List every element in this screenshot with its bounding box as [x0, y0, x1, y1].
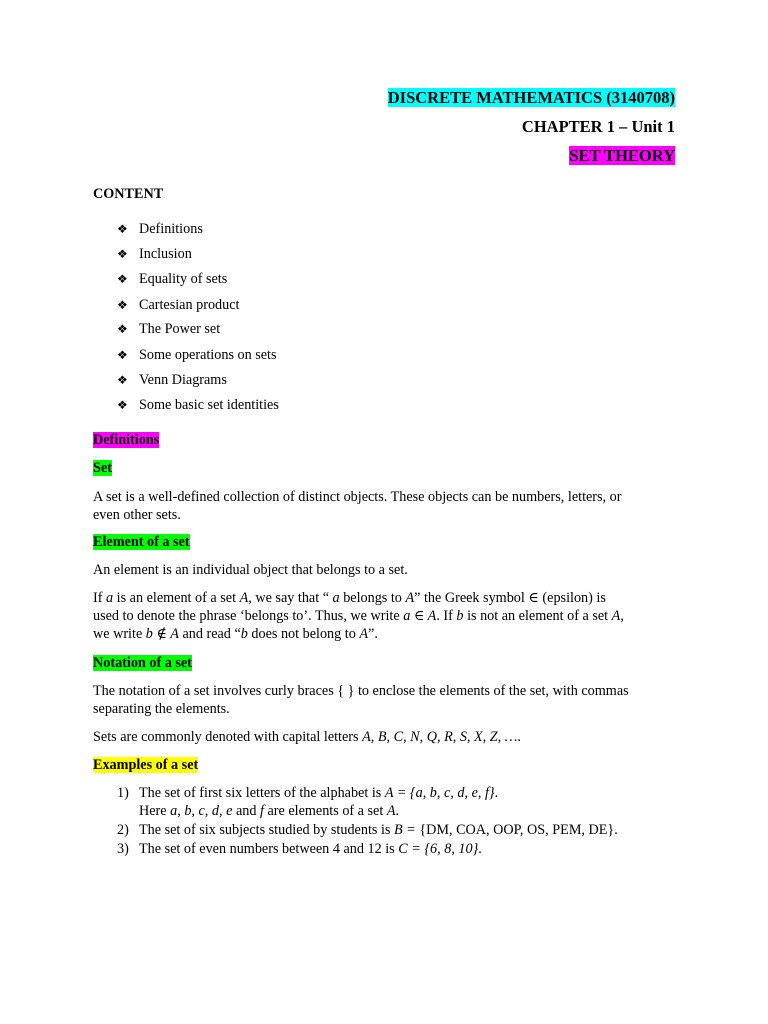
content-heading: CONTENT [93, 186, 164, 202]
example-item-1: 1) The set of first six letters of the alphabet is A = {a, b, c, d, e, f}. [117, 785, 499, 801]
element-paragraph-2: If a is an element of a set A, we say that “ a belongs to A” the Greek symbol ∈ (epsilon) is used to denote the phrase ‘belongs to’. Thus, we write a ∈ A. If b is not an element of a set A, we write b ∉ A and read “b does not belong to A”. [93, 590, 624, 642]
example-item-2: 2) The set of six subjects studied by students is B = {DM, COA, OOP, OS, PEM, DE}. [117, 822, 618, 838]
bullet-diamond-icon: ❖ [117, 348, 128, 362]
content-list-item: ❖ Cartesian product [117, 297, 240, 313]
notation-heading: Notation of a set [93, 655, 192, 671]
content-list-item: ❖ Definitions [117, 221, 203, 237]
set-heading: Set [93, 460, 112, 476]
bullet-diamond-icon: ❖ [117, 222, 128, 236]
example-item-1-note: Here a, b, c, d, e and f are elements of a set A. [139, 803, 400, 819]
notation-paragraph-2: Sets are commonly denoted with capital letters A, B, C, N, Q, R, S, X, Z, …. [93, 729, 521, 745]
bullet-diamond-icon: ❖ [117, 322, 128, 336]
notation-paragraph-1: The notation of a set involves curly braces { } to enclose the elements of the set, with commas separating the elements. [93, 683, 629, 717]
set-definition-paragraph: A set is a well-defined collection of distinct objects. These objects can be numbers, letters, or even other sets. [93, 489, 622, 523]
content-list-item: ❖ The Power set [117, 321, 221, 337]
bullet-diamond-icon: ❖ [117, 247, 128, 261]
example-item-3: 3) The set of even numbers between 4 and 12 is C = {6, 8, 10}. [117, 841, 482, 857]
content-list-item: ❖ Some basic set identities [117, 397, 279, 413]
content-list-item: ❖ Inclusion [117, 246, 192, 262]
element-heading: Element of a set [93, 534, 190, 550]
examples-heading: Examples of a set [93, 757, 199, 773]
bullet-diamond-icon: ❖ [117, 398, 128, 412]
course-title: DISCRETE MATHEMATICS (3140708) [387, 88, 675, 107]
chapter-title: CHAPTER 1 – Unit 1 [521, 117, 675, 136]
topic-title: SET THEORY [569, 146, 675, 165]
bullet-diamond-icon: ❖ [117, 272, 128, 286]
bullet-diamond-icon: ❖ [117, 298, 128, 312]
definitions-heading: Definitions [93, 432, 160, 448]
bullet-diamond-icon: ❖ [117, 373, 128, 387]
content-list-item: ❖ Some operations on sets [117, 347, 277, 363]
content-list-item: ❖ Equality of sets [117, 271, 228, 287]
element-paragraph-1: An element is an individual object that belongs to a set. [93, 562, 408, 578]
content-list-item: ❖ Venn Diagrams [117, 372, 227, 388]
